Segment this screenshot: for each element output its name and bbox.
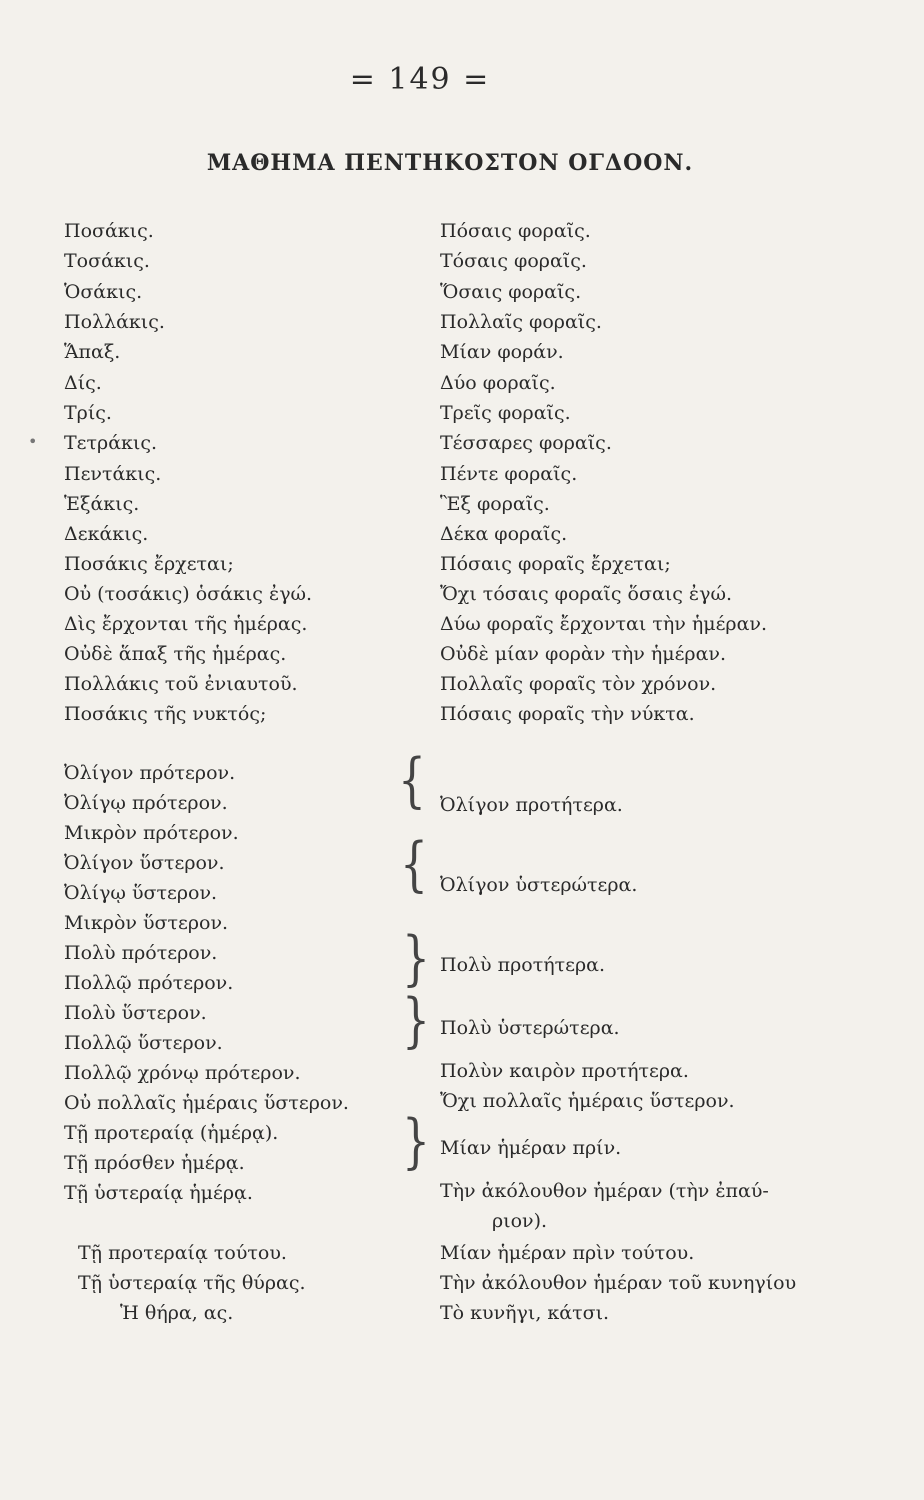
page-number: = 149 = [349, 62, 491, 97]
modern-word: Τόσαις φοραῖς. [440, 250, 587, 272]
ancient-word: Ἡ θήρα, ας. [120, 1302, 234, 1324]
ancient-phrase: Ὀλίγον πρότερον. [64, 762, 236, 784]
ancient-phrase: Πολλάκις τοῦ ἐνιαυτοῦ. [64, 673, 298, 695]
ancient-phrase: Τῇ ὑστεραίᾳ ἡμέρᾳ. [64, 1182, 253, 1204]
modern-phrase: Τὴν ἀκόλουθον ἡμέραν (τὴν ἐπαύ- [440, 1180, 769, 1202]
ancient-phrase: Τῇ προτεραίᾳ (ἡμέρᾳ). [64, 1122, 279, 1144]
ancient-phrase: Πολλῷ χρόνῳ πρότερον. [64, 1062, 301, 1084]
ancient-phrase: Τῇ ὑστεραίᾳ τῆς θύρας. [78, 1272, 306, 1294]
modern-phrase: Πολλαῖς φοραῖς τὸν χρόνον. [440, 673, 717, 695]
ancient-phrase: Πολλῷ πρότερον. [64, 972, 234, 994]
modern-phrase: Τὴν ἀκόλουθον ἡμέραν τοῦ κυνηγίου [440, 1272, 797, 1294]
ancient-word: Τετράκις. [64, 432, 158, 454]
modern-word: Πόσαις φοραῖς. [440, 220, 591, 242]
ancient-phrase: Ὀλίγον ὕστερον. [64, 852, 225, 874]
ancient-phrase: Δὶς ἔρχονται τῆς ἡμέρας. [64, 613, 308, 635]
ancient-phrase: Ποσάκις τῆς νυκτός; [64, 703, 267, 725]
ancient-word: Δεκάκις. [64, 523, 149, 545]
ancient-word: Τρίς. [64, 402, 112, 424]
ancient-phrase: Μικρὸν πρότερον. [64, 822, 239, 844]
ancient-phrase: Οὐ (τοσάκις) ὁσάκις ἐγώ. [64, 583, 313, 605]
modern-phrase: Πολὺ προτήτερα. [440, 954, 606, 976]
modern-word: Τρεῖς φοραῖς. [440, 402, 571, 424]
modern-word: Δέκα φοραῖς. [440, 523, 568, 545]
modern-word: Τὸ κυνῆγι, κάτσι. [440, 1302, 610, 1324]
brace-symbol: } [402, 1107, 430, 1177]
modern-phrase: Πόσαις φοραῖς τὴν νύκτα. [440, 703, 695, 725]
ancient-phrase: Τῇ πρόσθεν ἡμέρᾳ. [64, 1152, 245, 1174]
lesson-title: ΜΑΘΗΜΑ ΠΕΝΤΗΚΟΣΤΟΝ ΟΓΔΟΟΝ. [206, 150, 694, 176]
ancient-phrase: Ὀλίγῳ ὕστερον. [64, 882, 218, 904]
ancient-word: Πολλάκις. [64, 311, 165, 333]
modern-phrase: Δύω φοραῖς ἔρχονται τὴν ἡμέραν. [440, 613, 768, 635]
modern-phrase-continuation: ριον). [492, 1210, 548, 1232]
modern-word: Ἓξ φοραῖς. [440, 493, 550, 515]
modern-word: Πέντε φοραῖς. [440, 463, 578, 485]
ancient-phrase: Μικρὸν ὕστερον. [64, 912, 229, 934]
margin-bullet-mark: • [28, 432, 38, 451]
modern-word: Τέσσαρες φοραῖς. [440, 432, 612, 454]
brace-symbol: { [400, 830, 428, 900]
ancient-word: Ὁσάκις. [64, 281, 143, 303]
modern-word: Μίαν φοράν. [440, 341, 564, 363]
brace-symbol: { [398, 746, 426, 816]
ancient-word: Πεντάκις. [64, 463, 162, 485]
modern-phrase: Πολὺν καιρὸν προτήτερα. [440, 1060, 689, 1082]
ancient-word: Ποσάκις. [64, 220, 154, 242]
ancient-word: Ἅπαξ. [64, 341, 121, 363]
brace-symbol: } [402, 986, 430, 1056]
modern-phrase: Πολὺ ὑστερώτερα. [440, 1017, 620, 1039]
modern-word: Πολλαῖς φοραῖς. [440, 311, 602, 333]
modern-phrase: Μίαν ἡμέραν πρίν. [440, 1137, 622, 1159]
ancient-word: Ἑξάκις. [64, 493, 140, 515]
modern-word: Ὅσαις φοραῖς. [440, 281, 582, 303]
modern-phrase: Μίαν ἡμέραν πρὶν τούτου. [440, 1242, 695, 1264]
modern-phrase: Ὄχι τόσαις φοραῖς ὅσαις ἐγώ. [440, 583, 733, 605]
modern-phrase: Οὐδὲ μίαν φορὰν τὴν ἡμέραν. [440, 643, 727, 665]
ancient-phrase: Οὐ πολλαῖς ἡμέραις ὕστερον. [64, 1092, 349, 1114]
modern-word: Δύο φοραῖς. [440, 372, 556, 394]
modern-phrase: Ὀλίγον ὑστερώτερα. [440, 874, 638, 896]
modern-phrase: Πόσαις φοραῖς ἔρχεται; [440, 553, 671, 575]
ancient-phrase: Τῇ προτεραίᾳ τούτου. [78, 1242, 287, 1264]
ancient-phrase: Πολὺ πρότερον. [64, 942, 218, 964]
ancient-phrase: Πολὺ ὕστερον. [64, 1002, 207, 1024]
modern-phrase: Ὀλίγον προτήτερα. [440, 794, 623, 816]
ancient-phrase: Πολλῷ ὕστερον. [64, 1032, 223, 1054]
ancient-phrase: Οὐδὲ ἅπαξ τῆς ἡμέρας. [64, 643, 287, 665]
ancient-phrase: Ποσάκις ἔρχεται; [64, 553, 234, 575]
brace-symbol: } [402, 924, 430, 994]
ancient-phrase: Ὀλίγῳ πρότερον. [64, 792, 228, 814]
ancient-word: Τοσάκις. [64, 250, 150, 272]
ancient-word: Δίς. [64, 372, 102, 394]
modern-phrase: Ὄχι πολλαῖς ἡμέραις ὕστερον. [440, 1090, 735, 1112]
